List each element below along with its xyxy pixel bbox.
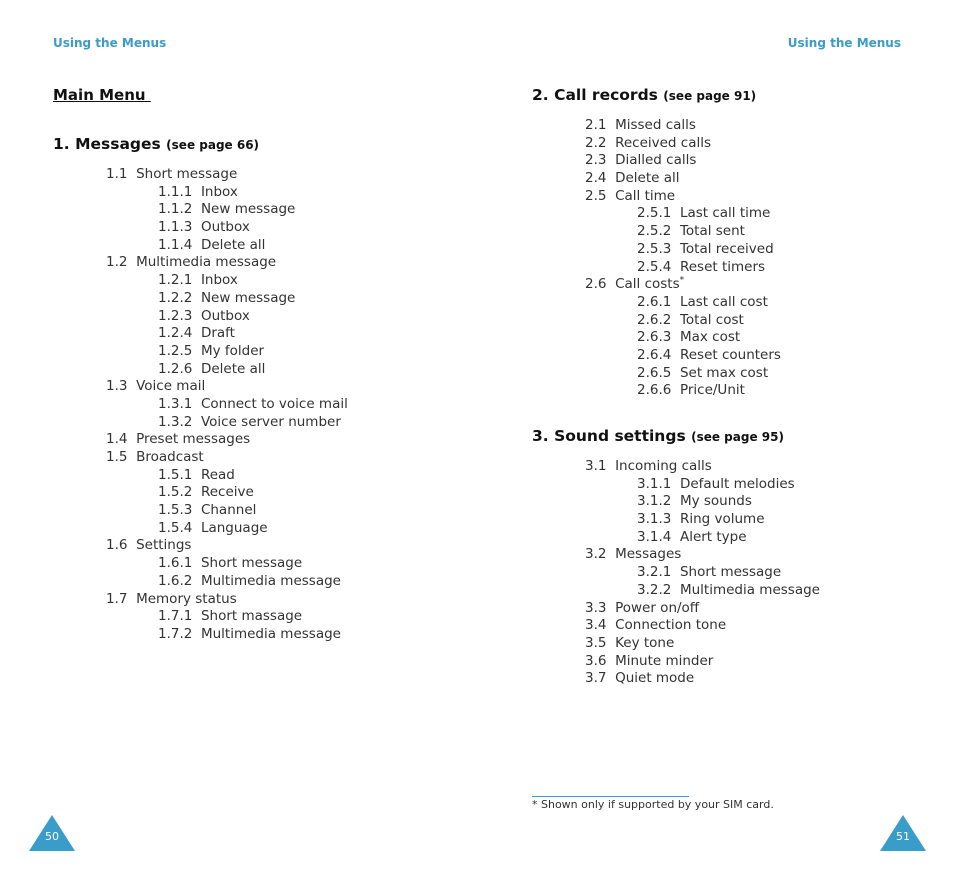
menu-item-number: 2.6 <box>585 276 607 293</box>
submenu-item <box>532 365 932 383</box>
running-head-right: Using the Menus <box>787 36 901 50</box>
menu-item <box>532 670 932 688</box>
menu-item-number: 2.6.1 <box>637 293 672 310</box>
submenu-item <box>53 272 473 290</box>
menu-item-number: 3.1.2 <box>637 493 672 510</box>
menu-item-label: Max cost <box>679 329 741 346</box>
page-number-badge-right <box>879 814 927 852</box>
menu-item-number: 3.2 <box>585 546 607 563</box>
menu-item-label: Memory status <box>136 590 237 607</box>
menu-item-label: Price/Unit <box>679 382 745 399</box>
menu-item-number: 2.6.3 <box>637 329 672 346</box>
submenu-item <box>53 484 473 502</box>
menu-item-label: Messages <box>615 546 682 563</box>
menu-item-label: Preset messages <box>136 431 251 448</box>
menu-item-label: Draft <box>200 325 235 342</box>
section-heading-call-records <box>532 85 932 105</box>
menu-item-label: Multimedia message <box>200 572 341 589</box>
page-number-left: 50 <box>45 830 59 843</box>
section-page-ref: (see page 91) <box>663 89 757 103</box>
submenu-item <box>53 467 473 485</box>
submenu-item <box>53 555 473 573</box>
menu-item-number: 3.3 <box>585 599 607 616</box>
section-page-ref: (see page 95) <box>691 430 784 444</box>
menu-item-number: 1.2.4 <box>158 325 193 342</box>
menu-item-label: Quiet mode <box>615 670 695 687</box>
menu-item-label: Delete all <box>200 360 266 377</box>
menu-item-number: 3.1 <box>585 458 607 474</box>
menu-item-label: Key tone <box>615 634 675 651</box>
menu-item-label: Default melodies <box>679 475 795 492</box>
submenu-item <box>532 205 932 223</box>
call-records-menu-list <box>532 117 932 400</box>
submenu-item <box>53 290 473 308</box>
menu-item-number: 2.5.2 <box>637 223 672 240</box>
menu-item-label: Receive <box>200 484 254 501</box>
menu-item-number: 1.2.6 <box>158 360 193 377</box>
menu-item-number: 1.7.2 <box>158 625 193 642</box>
menu-item <box>532 117 932 135</box>
menu-item-number: 1.3.1 <box>158 395 193 412</box>
menu-item <box>53 166 473 184</box>
menu-item-number: 2.5 <box>585 187 607 204</box>
menu-item-label: Language <box>200 519 268 536</box>
footnote: * Shown only if supported by your SIM card. <box>532 798 774 811</box>
messages-menu-list <box>53 166 473 644</box>
menu-item-label: Received calls <box>615 134 712 151</box>
menu-item-number: 1.5 <box>106 449 128 465</box>
menu-item <box>53 431 473 449</box>
menu-item-number: 1.1.2 <box>158 201 193 218</box>
menu-item-number: 1.2 <box>106 254 128 271</box>
menu-item <box>53 378 473 396</box>
menu-item-label: My folder <box>200 342 265 359</box>
menu-item-number: 2.5.3 <box>637 240 672 257</box>
menu-item-label: Total received <box>679 240 774 257</box>
menu-item-label: Delete all <box>200 236 266 253</box>
menu-item-label: Last call cost <box>679 293 768 310</box>
menu-item-label: Voice mail <box>136 378 206 395</box>
section-heading-messages <box>53 134 473 154</box>
menu-item <box>532 170 932 188</box>
submenu-item <box>532 241 932 259</box>
menu-item <box>532 458 932 476</box>
menu-item-number: 3.1.3 <box>637 511 672 528</box>
menu-item-label: Voice server number <box>200 413 341 430</box>
submenu-item <box>53 308 473 326</box>
menu-item-label: Reset counters <box>679 346 781 363</box>
menu-item-number: 1.5.4 <box>158 519 193 536</box>
menu-item-label: Outbox <box>200 219 250 236</box>
menu-item-label: My sounds <box>679 493 752 510</box>
menu-item <box>53 449 473 467</box>
menu-item-label: Inbox <box>200 272 238 289</box>
menu-item <box>53 254 473 272</box>
section-page-ref: (see page 66) <box>166 138 260 152</box>
menu-item <box>53 591 473 609</box>
menu-item-label: Set max cost <box>679 364 769 381</box>
submenu-item <box>53 184 473 202</box>
menu-item-label: Broadcast <box>136 449 204 465</box>
menu-item <box>532 635 932 653</box>
submenu-item <box>532 312 932 330</box>
menu-item-number: 3.4 <box>585 617 607 634</box>
menu-item-number: 2.6.2 <box>637 311 672 328</box>
submenu-item <box>532 493 932 511</box>
menu-item-label: Inbox <box>200 183 238 200</box>
menu-item-label: Multimedia message <box>136 254 277 271</box>
submenu-item <box>532 259 932 277</box>
menu-item-label: Call time <box>615 187 676 204</box>
submenu-item <box>53 325 473 343</box>
submenu-item <box>53 361 473 379</box>
running-head-left: Using the Menus <box>53 36 167 50</box>
menu-item-label: Reset timers <box>679 258 766 275</box>
submenu-item <box>532 582 932 600</box>
menu-item-number: 2.5.4 <box>637 258 672 275</box>
menu-item-label: Settings <box>136 537 192 554</box>
submenu-item <box>53 396 473 414</box>
menu-item-number: 3.1.4 <box>637 528 672 545</box>
submenu-item <box>53 343 473 361</box>
menu-item <box>532 152 932 170</box>
submenu-item <box>53 219 473 237</box>
menu-item-number: 1.5.1 <box>158 466 193 483</box>
menu-item-number: 1.2.3 <box>158 307 193 324</box>
menu-item-number: 2.4 <box>585 170 607 187</box>
footnote-marker: * <box>679 275 685 286</box>
menu-item-number: 3.1.1 <box>637 475 672 492</box>
right-page-column <box>532 85 932 688</box>
menu-item-number: 3.6 <box>585 652 607 669</box>
menu-item-number: 1.1.1 <box>158 183 193 200</box>
menu-item-label: Connect to voice mail <box>200 395 348 412</box>
menu-item-number: 2.1 <box>585 117 607 133</box>
submenu-item <box>532 329 932 347</box>
submenu-item <box>532 511 932 529</box>
section-heading-sound-settings <box>532 426 932 446</box>
menu-item-label: Read <box>200 466 235 483</box>
menu-item <box>532 600 932 618</box>
menu-item <box>53 537 473 555</box>
menu-item-number: 1.2.2 <box>158 289 193 306</box>
menu-item-label: Call costs <box>615 276 680 293</box>
menu-item-label: Total sent <box>679 223 745 240</box>
submenu-item <box>53 626 473 644</box>
footnote-rule <box>532 796 689 797</box>
menu-item <box>532 617 932 635</box>
submenu-item <box>532 529 932 547</box>
menu-item <box>532 546 932 564</box>
menu-item-number: 3.7 <box>585 670 607 687</box>
menu-item <box>532 135 932 153</box>
section-title: 1. Messages <box>53 135 161 153</box>
menu-item-label: Alert type <box>679 528 747 545</box>
menu-item <box>532 653 932 671</box>
submenu-item <box>53 414 473 432</box>
page-number-badge-left <box>28 814 76 852</box>
menu-item-label: Minute minder <box>615 652 714 669</box>
menu-item <box>532 188 932 206</box>
menu-item-label: Outbox <box>200 307 250 324</box>
sound-settings-menu-list <box>532 458 932 688</box>
menu-item-number: 2.6.5 <box>637 364 672 381</box>
menu-item-label: Connection tone <box>615 617 727 634</box>
menu-item-number: 1.1 <box>106 166 128 182</box>
menu-item-label: Multimedia message <box>200 625 341 642</box>
menu-item-number: 1.3 <box>106 378 128 395</box>
menu-item-label: Missed calls <box>615 117 696 133</box>
menu-item-label: Incoming calls <box>615 458 712 474</box>
menu-item-number: 1.7 <box>106 590 128 607</box>
page-number-right: 51 <box>896 830 910 843</box>
menu-item-number: 1.6.1 <box>158 555 193 572</box>
menu-item-label: Short message <box>136 166 238 182</box>
section-title: 2. Call records <box>532 86 658 104</box>
menu-item-label: Short message <box>679 564 782 581</box>
menu-item-number: 2.3 <box>585 152 607 169</box>
menu-item-label: Short message <box>200 555 303 572</box>
submenu-item <box>53 201 473 219</box>
menu-item-label: New message <box>200 289 296 306</box>
menu-item-label: Channel <box>200 502 257 519</box>
menu-item-label: Multimedia message <box>679 581 820 598</box>
submenu-item <box>53 573 473 591</box>
menu-item-number: 1.6 <box>106 537 128 554</box>
menu-item-number: 1.6.2 <box>158 572 193 589</box>
menu-item-label: Total cost <box>679 311 744 328</box>
menu-item-number: 3.5 <box>585 634 607 651</box>
left-page-column <box>53 85 473 644</box>
submenu-item <box>532 382 932 400</box>
submenu-item <box>53 237 473 255</box>
menu-item-number: 1.2.5 <box>158 342 193 359</box>
submenu-item <box>532 294 932 312</box>
submenu-item <box>532 347 932 365</box>
menu-item-number: 1.3.2 <box>158 413 193 430</box>
menu-item-number: 1.1.3 <box>158 219 193 236</box>
submenu-item <box>532 223 932 241</box>
menu-item-number: 1.5.3 <box>158 502 193 519</box>
menu-item-label: Delete all <box>615 170 680 187</box>
menu-item-label: Power on/off <box>615 599 700 616</box>
submenu-item <box>53 502 473 520</box>
menu-item-label: Ring volume <box>679 511 765 528</box>
menu-item-label: Short massage <box>200 608 303 625</box>
menu-item-number: 1.5.2 <box>158 484 193 501</box>
menu-item <box>532 276 932 294</box>
menu-item-number: 2.5.1 <box>637 205 672 222</box>
menu-item-number: 2.2 <box>585 134 607 151</box>
submenu-item <box>53 520 473 538</box>
submenu-item <box>532 476 932 494</box>
menu-item-number: 3.2.1 <box>637 564 672 581</box>
section-title: 3. Sound settings <box>532 427 686 445</box>
menu-item-number: 2.6.4 <box>637 346 672 363</box>
menu-item-number: 2.6.6 <box>637 382 672 399</box>
menu-item-label: Dialled calls <box>615 152 697 169</box>
menu-item-number: 3.2.2 <box>637 581 672 598</box>
menu-item-label: Last call time <box>679 205 771 222</box>
main-menu-title: Main Menu <box>53 86 151 104</box>
menu-item-number: 1.1.4 <box>158 236 193 253</box>
menu-item-number: 1.4 <box>106 431 128 448</box>
menu-item-number: 1.7.1 <box>158 608 193 625</box>
menu-item-number: 1.2.1 <box>158 272 193 289</box>
submenu-item <box>532 564 932 582</box>
submenu-item <box>53 608 473 626</box>
menu-item-label: New message <box>200 201 296 218</box>
